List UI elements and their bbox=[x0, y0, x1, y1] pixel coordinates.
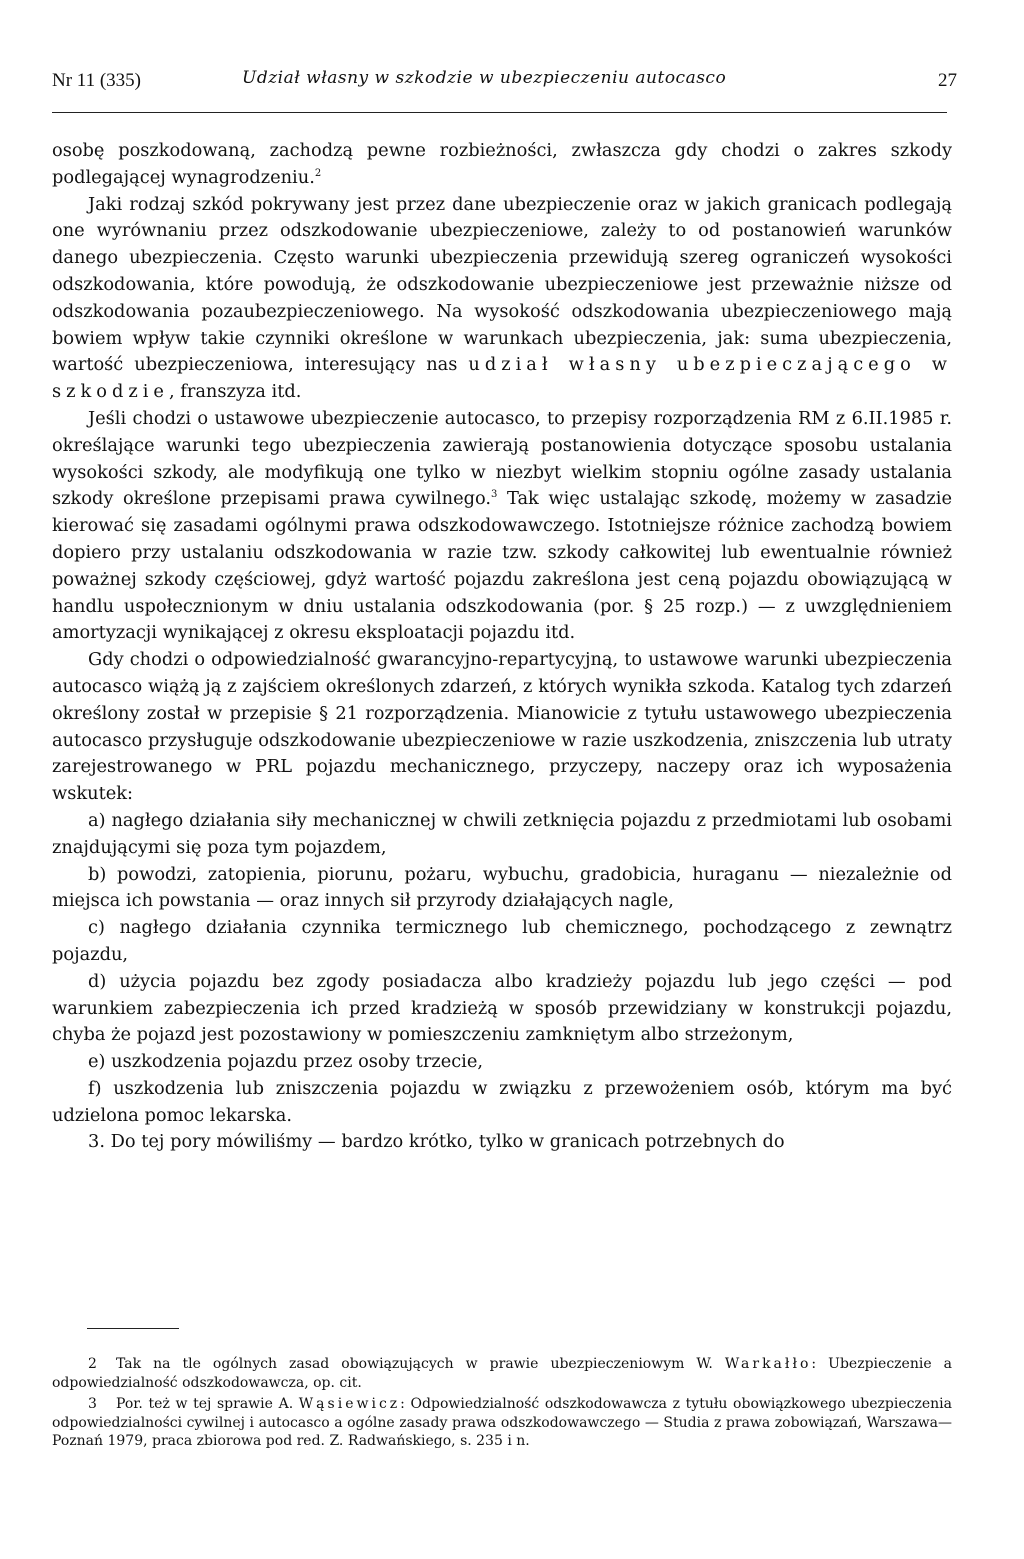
footnote-3 bbox=[52, 1395, 952, 1451]
list-item bbox=[52, 915, 952, 969]
list-item-text: uszkodzenia pojazdu przez osoby trzecie, bbox=[111, 1051, 484, 1073]
list-item bbox=[52, 969, 952, 1049]
paragraph-1-text: osobę poszkodowaną, zachodzą pewne rozbieżności, zwłaszcza gdy chodzi o zakres szkody podlegającej wynagrodzeniu. bbox=[52, 140, 952, 188]
footnote-rule bbox=[87, 1328, 179, 1329]
paragraph-2-text-b: , franszyza itd. bbox=[168, 381, 302, 403]
paragraph-2 bbox=[52, 192, 952, 406]
header-rule bbox=[52, 112, 947, 113]
list-item-label: e) bbox=[88, 1051, 106, 1073]
footnote-number: 2 bbox=[88, 1356, 97, 1372]
paragraph-3-text-a: Jeśli chodzi o ustawowe ubezpieczenie autocasco, to przepisy rozporządzenia RM z 6.II.1985 r. określające warunki tego ubezpieczenia zawierają postanowienia dotyczące sposobu ustalania wysokości szkody, ale modyfikują one tylko w niezbyt wielkim stopniu ogólne zasady ustalania szkody określone przepisami prawa cywilnego. bbox=[52, 407, 952, 510]
footnote-ref-2: 2 bbox=[314, 167, 322, 179]
issue-number: Nr 11 (335) bbox=[52, 70, 141, 91]
page-number: 27 bbox=[938, 70, 957, 91]
list-item-label: f) bbox=[88, 1077, 102, 1099]
footnote-text-a: Por. też w tej sprawie A. bbox=[116, 1396, 299, 1412]
list-item-label: c) bbox=[88, 917, 105, 939]
paragraph-2-text-a: Jaki rodzaj szkód pokrywany jest przez dane ubezpieczenie oraz w jakich granicach podlegają one wyrównaniu przez odszkodowanie ubezpieczeniowe, zależy to od postanowień warunków danego ubezpieczenia. Często warunki ubezpieczenia przewidują szereg ograniczeń wysokości odszkodowania, które powodują, że odszkodowanie ubezpieczeniowe jest przeważnie niższe od odszkodowania pozaubezpieczeniowego. Na wysokość odszkodowania ubezpieczeniowego mają bowiem wpływ takie czynniki określone w warunkach ubezpieczenia, jak: suma ubezpieczenia, wartość ubezpieczeniowa, interesujący nas bbox=[52, 193, 952, 376]
list-item-label: b) bbox=[88, 863, 107, 885]
paragraph-5: 3. Do tej pory mówiliśmy — bardzo krótko, tylko w granicach potrzebnych do bbox=[88, 1131, 785, 1153]
footnote-number: 3 bbox=[88, 1396, 97, 1412]
list-item bbox=[52, 1049, 952, 1076]
main-text bbox=[52, 138, 952, 1156]
list-item-text: powodzi, zatopienia, piorunu, pożaru, wybuchu, gradobicia, huraganu — niezależnie od miejsca ich powstania — oraz innych sił przyrody działających nagle, bbox=[52, 863, 952, 912]
footnote-text-b: : Ubezpieczenie a odpowiedzialność odszkodowawcza, op. cit. bbox=[52, 1356, 952, 1391]
list-item bbox=[52, 808, 952, 862]
spaced-emphasis: udział własny ubezpieczającego w szkodzie bbox=[52, 354, 952, 403]
list-item bbox=[52, 862, 952, 916]
list-item-label: d) bbox=[88, 970, 107, 992]
list-item-text: uszkodzenia lub zniszczenia pojazdu w związku z przewożeniem osób, którym ma być udzielona pomoc lekarska. bbox=[52, 1077, 953, 1126]
list-item-label: a) bbox=[88, 809, 106, 831]
list-item-text: nagłego działania siły mechanicznej w chwili zetknięcia pojazdu z przedmiotami lub osobami znajdującymi się poza tym pojazdem, bbox=[52, 809, 952, 858]
running-header bbox=[52, 68, 957, 98]
footnote-ref-3: 3 bbox=[491, 489, 498, 501]
footnote-text-b: : Odpowiedzialność odszkodowawcza z tytułu obowiązkowego ubezpieczenia odpowiedzialności cywilnej i autocasco a ogólne zasady prawa odszkodowawczego — Studia z prawa zobowiązań, Warszawa—Poznań 1979, praca zbiorowa pod red. Z. Radwańskiego, s. 235 i n. bbox=[52, 1396, 952, 1449]
list-item-text: nagłego działania czynnika termicznego lub chemicznego, pochodzącego z zewnątrz pojazdu, bbox=[52, 917, 952, 965]
list-item-text: użycia pojazdu bez zgody posiadacza albo kradzieży pojazdu lub jego części — pod warunkiem zabezpieczenia ich przed kradzieżą w sposób przewidziany w konstrukcji pojazdu, chyba że pojazd jest pozostawiony w pomieszczeniu zamkniętym albo strzeżonym, bbox=[52, 970, 952, 1046]
paragraph-3 bbox=[52, 406, 952, 647]
footnote-2 bbox=[52, 1355, 952, 1392]
running-title: Udział własny w szkodzie w ubezpieczeniu autocasco bbox=[242, 68, 727, 88]
footnote-author: Wąsiewicz bbox=[298, 1396, 401, 1412]
list-item bbox=[52, 1076, 952, 1130]
footnote-author: Warkałło bbox=[724, 1356, 812, 1372]
paragraph-1 bbox=[52, 138, 952, 192]
footnotes bbox=[52, 1355, 952, 1454]
paragraph-4: Gdy chodzi o odpowiedzialność gwarancyjno-repartycyjną, to ustawowe warunki ubezpieczenia autocasco wiążą ją z zajściem określonych zdarzeń, z których wynikła szkoda. Katalog tych zdarzeń określony został w przepisie § 21 rozporządzenia. Mianowicie z tytułu ustawowego ubezpieczenia autocasco przysługuje odszkodowanie ubezpieczeniowe w razie uszkodzenia, zniszczenia lub utraty zarejestrowanego w PRL pojazdu mechanicznego, przyczepy, naczepy oraz ich wyposażenia wskutek: bbox=[52, 649, 952, 805]
footnote-text-a: Tak na tle ogólnych zasad obowiązujących w prawie ubezpieczeniowym W. bbox=[116, 1356, 725, 1372]
paragraph-3-text-b: Tak więc ustalając szkodę, możemy w zasadzie kierować się zasadami ogólnymi prawa odszkodowawczego. Istotniejsze różnice zachodzą bowiem dopiero przy ustalaniu odszkodowania w razie tzw. szkody całkowitej lub ewentualnie również poważnej szkody częściowej, gdyż wartość pojazdu zakreślona jest ceną pojazdu obowiązującą w handlu uspołecznionym w dniu ustalania odszkodowania (por. § 25 rozp.) — z uwzględnieniem amortyzacji wynikającej z okresu eksploatacji pojazdu itd. bbox=[52, 488, 952, 644]
